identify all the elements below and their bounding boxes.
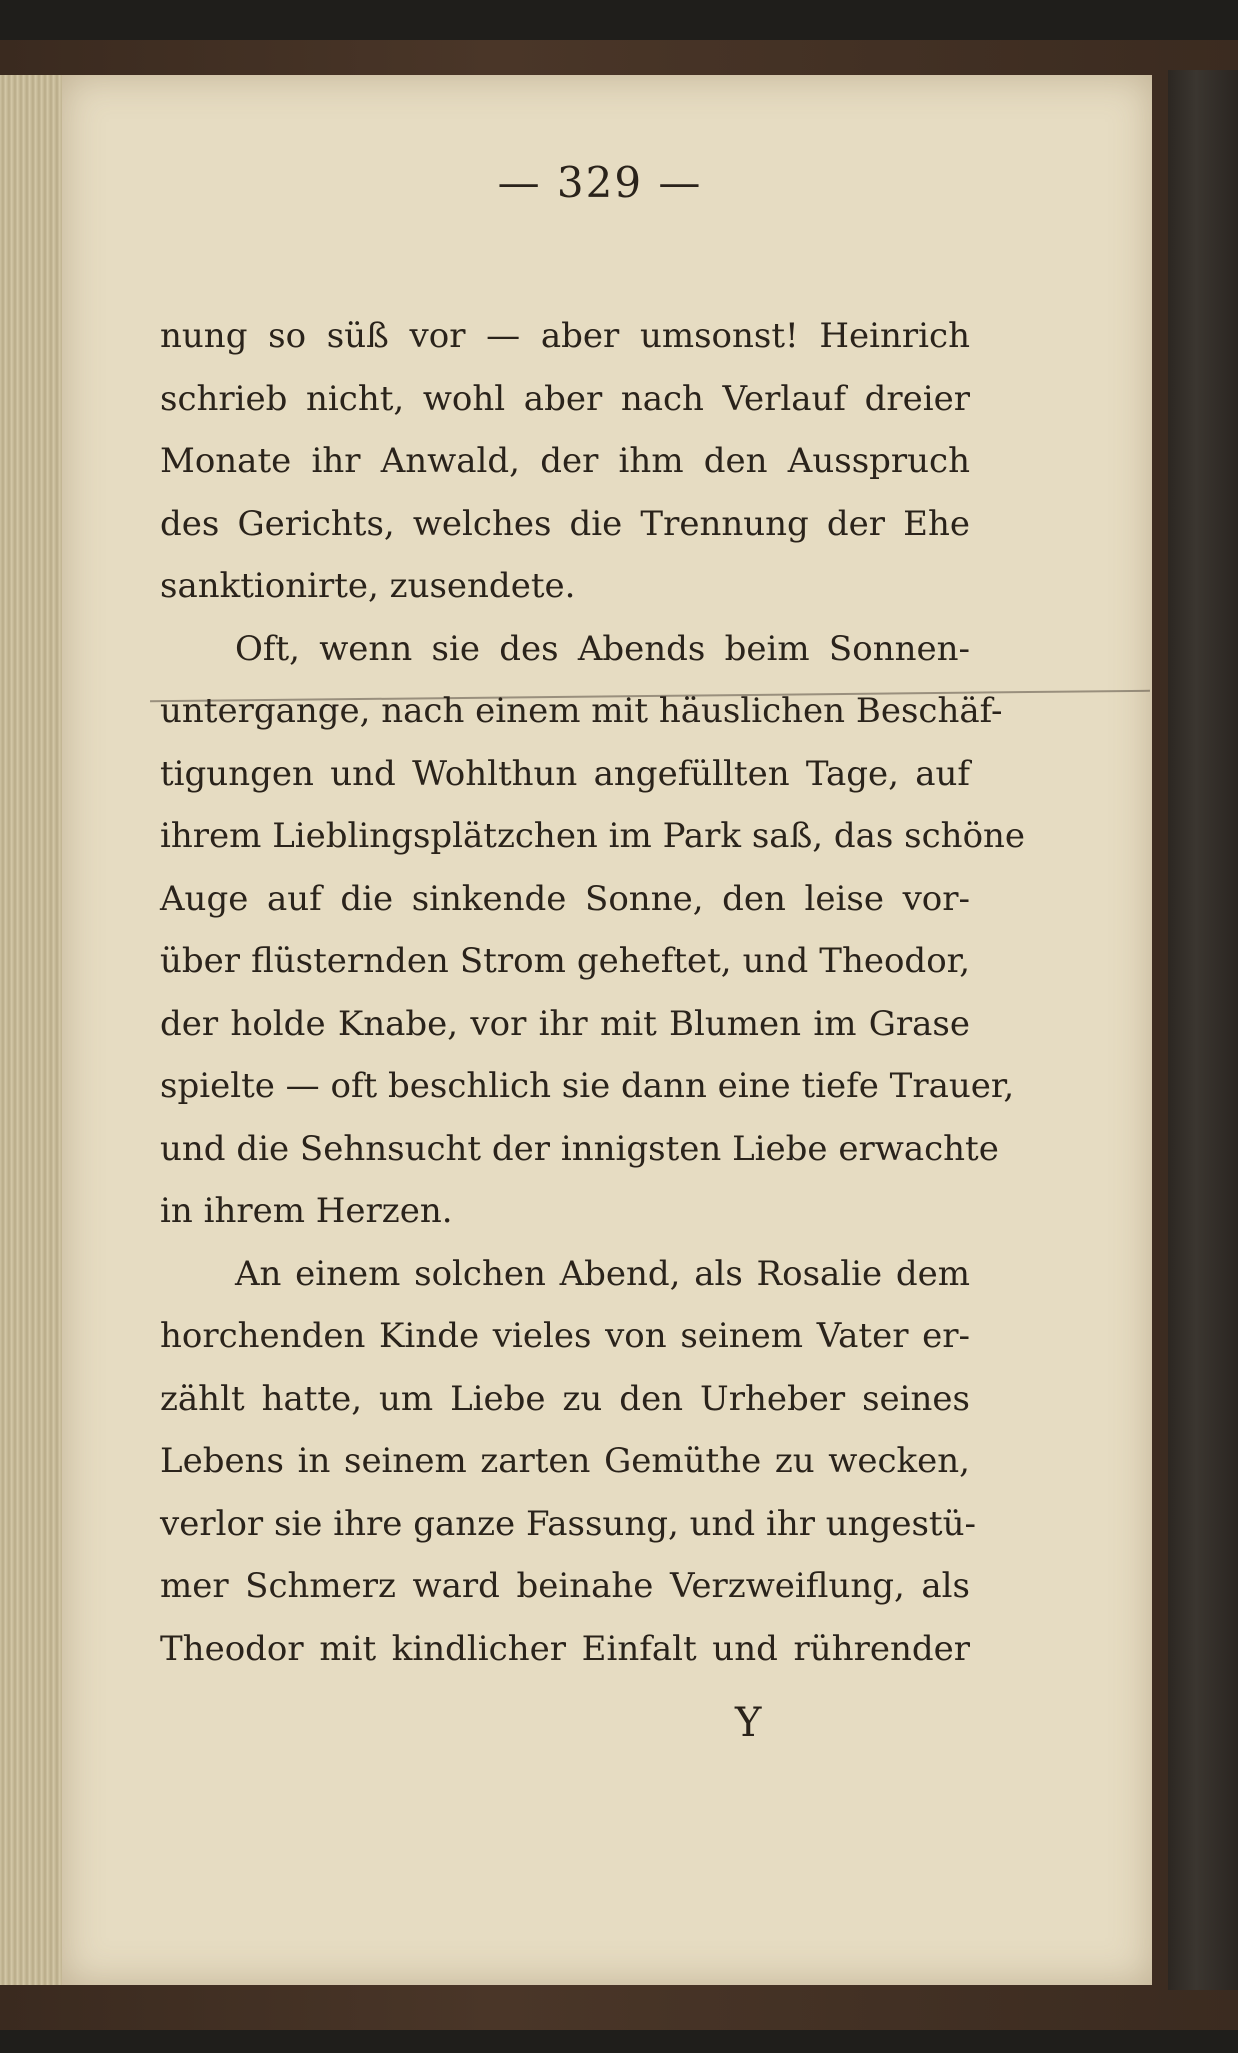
- text-line: zählt hatte, um Liebe zu den Urheber seines: [160, 1378, 970, 1419]
- text-line: in ihrem Herzen.: [160, 1191, 453, 1231]
- text-line: Lebens in seinem zarten Gemüthe zu wecken,: [160, 1441, 970, 1481]
- text-line: ihrem Lieblingsplätzchen im Park saß, das schöne: [160, 816, 1026, 856]
- paragraph-1: [160, 305, 970, 618]
- text-line: mer Schmerz ward beinahe Verzweiflung, als: [160, 1566, 970, 1606]
- text-line: und die Sehnsucht der innigsten Liebe erwachte: [160, 1128, 999, 1169]
- text-line: Oft, wenn sie des Abends beim Sonnen-: [235, 628, 970, 669]
- text-line: untergange, nach einem mit häuslichen Beschäf-: [160, 691, 1003, 731]
- text-line: nung so süß vor — aber umsonst! Heinrich: [160, 316, 970, 356]
- page-edges: [0, 75, 70, 1985]
- paragraph-2: [160, 618, 1026, 1243]
- text-line: Theodor mit kindlicher Einfalt und rührender: [160, 1628, 970, 1669]
- text-line: verlor sie ihre ganze Fassung, und ihr ungestü-: [160, 1503, 976, 1544]
- text-line: Monate ihr Anwald, der ihm den Ausspruch: [160, 441, 970, 481]
- text-line: Auge auf die sinkende Sonne, den leise vor-: [160, 878, 970, 919]
- text-line: spielte — oft beschlich sie dann eine tiefe Trauer,: [160, 1066, 1015, 1106]
- cover-edge: [1168, 70, 1238, 1990]
- text-line: An einem solchen Abend, als Rosalie dem: [235, 1253, 970, 1294]
- text-line: der holde Knabe, vor ihr mit Blumen im Grase: [160, 1003, 970, 1044]
- text-line: über flüsternden Strom geheftet, und Theodor,: [160, 941, 970, 981]
- text-line: sanktionirte, zusendete.: [160, 566, 576, 606]
- page-number: — 329 —: [497, 158, 703, 207]
- page-body: [160, 305, 1026, 1680]
- text-line: des Gerichts, welches die Trennung der Ehe: [160, 503, 970, 544]
- text-line: tigungen und Wohlthun angefüllten Tage, auf: [160, 753, 970, 794]
- text-line: schrieb nicht, wohl aber nach Verlauf dreier: [160, 378, 970, 419]
- paragraph-3: [160, 1243, 976, 1681]
- signature-mark: Y: [735, 1700, 762, 1746]
- text-line: horchenden Kinde vieles von seinem Vater er-: [160, 1316, 970, 1356]
